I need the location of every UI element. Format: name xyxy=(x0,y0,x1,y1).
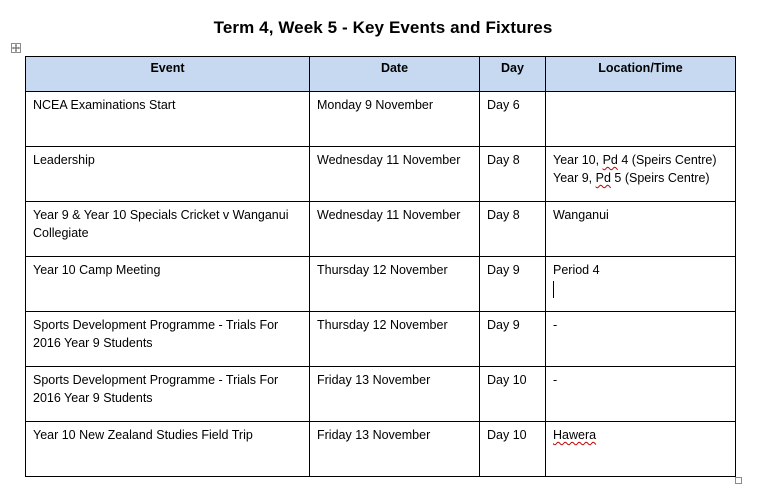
event-cell[interactable]: NCEA Examinations Start xyxy=(26,92,310,147)
table-row xyxy=(26,92,736,147)
location-cell[interactable] xyxy=(546,422,736,477)
date-cell[interactable]: Thursday 12 November xyxy=(310,312,480,367)
date-cell[interactable]: Friday 13 November xyxy=(310,422,480,477)
table-row xyxy=(26,422,736,477)
text-cursor xyxy=(553,281,554,298)
location-cell[interactable] xyxy=(546,147,736,202)
date-cell[interactable]: Wednesday 11 November xyxy=(310,147,480,202)
date-cell[interactable]: Thursday 12 November xyxy=(310,257,480,312)
spelling-flag: Pd xyxy=(595,171,611,185)
day-cell[interactable]: Day 10 xyxy=(480,422,546,477)
location-text: 4 (Speirs Centre) xyxy=(617,153,717,167)
header-day[interactable]: Day xyxy=(480,57,546,92)
date-cell[interactable]: Friday 13 November xyxy=(310,367,480,422)
table-row xyxy=(26,202,736,257)
event-cell[interactable]: Leadership xyxy=(26,147,310,202)
header-location-time[interactable]: Location/Time xyxy=(546,57,736,92)
location-text: Year 9, xyxy=(553,171,596,185)
location-text: Year 10, xyxy=(553,153,603,167)
location-cell[interactable]: Wanganui xyxy=(546,202,736,257)
location-text: Hawera xyxy=(553,428,597,442)
document-title: Term 4, Week 5 - Key Events and Fixtures xyxy=(213,18,553,37)
events-table[interactable] xyxy=(25,56,736,477)
location-line xyxy=(553,169,728,187)
location-text: 5 (Speirs Centre) xyxy=(610,171,710,185)
table-row xyxy=(26,257,736,312)
location-cell[interactable] xyxy=(546,92,736,147)
day-cell[interactable]: Day 6 xyxy=(480,92,546,147)
table-row xyxy=(26,367,736,422)
location-cell[interactable] xyxy=(546,257,736,312)
event-cell[interactable]: Year 9 & Year 10 Specials Cricket v Wanganui Collegiate xyxy=(26,202,310,257)
day-cell[interactable]: Day 9 xyxy=(480,257,546,312)
day-cell[interactable]: Day 9 xyxy=(480,312,546,367)
event-cell[interactable]: Sports Development Programme - Trials For 2016 Year 9 Students xyxy=(26,312,310,367)
location-text: Period 4 xyxy=(553,263,600,277)
event-cell[interactable]: Sports Development Programme - Trials For 2016 Year 9 Students xyxy=(26,367,310,422)
table-resize-handle[interactable] xyxy=(735,477,742,484)
table-header-row xyxy=(26,57,736,92)
table-row xyxy=(26,312,736,367)
location-line xyxy=(553,151,728,169)
table-row xyxy=(26,147,736,202)
day-cell[interactable]: Day 10 xyxy=(480,367,546,422)
location-cell[interactable]: - xyxy=(546,312,736,367)
spelling-flag: Pd xyxy=(602,153,618,167)
date-cell[interactable]: Wednesday 11 November xyxy=(310,202,480,257)
location-cell[interactable]: - xyxy=(546,367,736,422)
date-cell[interactable]: Monday 9 November xyxy=(310,92,480,147)
day-cell[interactable]: Day 8 xyxy=(480,147,546,202)
table-move-handle-icon[interactable] xyxy=(11,43,21,53)
day-cell[interactable]: Day 8 xyxy=(480,202,546,257)
event-cell[interactable]: Year 10 Camp Meeting xyxy=(26,257,310,312)
event-cell[interactable]: Year 10 New Zealand Studies Field Trip xyxy=(26,422,310,477)
header-date[interactable]: Date xyxy=(310,57,480,92)
header-event[interactable]: Event xyxy=(26,57,310,92)
